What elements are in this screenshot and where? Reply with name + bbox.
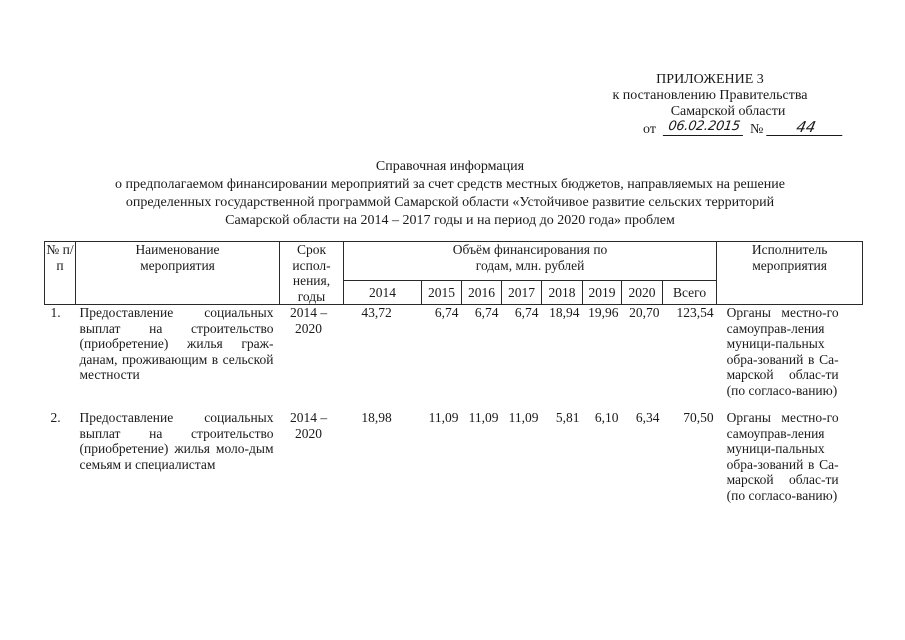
row-value-2017: 11,09	[508, 410, 539, 425]
row-name: Предоставление социальных выплат на строительство (приобретение) жилья моло-дым семьям и специалистам	[79, 410, 274, 472]
row-executor: Органы местно-го самоуправ-ления муници-пальных обра-зований в Са-марской облас-ти (по согласо-ванию)	[726, 410, 839, 503]
row-value-total: 123,54	[676, 305, 714, 320]
row-value-2020: 6,34	[635, 410, 660, 425]
title-line-2: о предполагаемом финансировании мероприятий за счет средств местных бюджетов, направляемых на решение	[115, 177, 785, 192]
year-col-2017: 2017	[502, 281, 542, 305]
row-value-2019: 19,96	[588, 305, 619, 320]
table-row	[45, 305, 863, 399]
row-term: 2014 – 2020	[289, 305, 328, 336]
row-value-2020: 20,70	[629, 305, 660, 320]
handwritten-number: 44	[766, 119, 846, 136]
row-num: 2.	[50, 410, 61, 425]
row-value-2015: 6,74	[434, 305, 459, 320]
row-value-total: 70,50	[683, 410, 714, 425]
row-term: 2014 – 2020	[289, 410, 328, 441]
row-name: Предоставление социальных выплат на строительство (приобретение) жилья граж-данам, проживающим в сельской местности	[79, 305, 274, 382]
resolution-label: к постановлению Правительства	[612, 88, 808, 103]
year-col-2019: 2019	[583, 281, 622, 305]
year-col-2018: 2018	[542, 281, 583, 305]
title-line-1: Справочная информация	[375, 159, 525, 174]
title-line-3: определенных государственной программой Самарской области «Устойчивое развитие сельских территорий	[125, 195, 775, 210]
date-number-line	[560, 118, 860, 139]
row-executor: Органы местно-го самоуправ-ления муници-пальных обра-зований в Са-марской облас-ти (по согласо-ванию)	[726, 305, 839, 398]
row-value-2018: 5,81	[555, 410, 580, 425]
year-col-2014: 2014	[344, 281, 422, 305]
row-value-2017: 6,74	[514, 305, 539, 320]
document-title	[40, 158, 860, 230]
handwritten-date: 06.02.2015	[663, 119, 745, 136]
header-funding: Объём финансирования по годам, млн. рублей	[344, 242, 717, 281]
row-value-2019: 6,10	[594, 410, 619, 425]
header-name: Наименование мероприятия	[76, 242, 280, 305]
header-executor: Исполнитель мероприятия	[717, 242, 863, 305]
header-term: Срок испол-нения, годы	[280, 242, 344, 305]
table-row	[45, 398, 863, 503]
row-value-2014: 43,72	[361, 305, 392, 320]
region-label: Самарской области	[670, 104, 786, 119]
funding-table	[44, 241, 863, 503]
year-col-2020: 2020	[622, 281, 663, 305]
row-num: 1.	[50, 305, 61, 320]
appendix-label: ПРИЛОЖЕНИЕ 3	[656, 72, 764, 87]
row-value-2016: 6,74	[474, 305, 499, 320]
table-header-row	[45, 242, 863, 281]
year-col-2015: 2015	[422, 281, 462, 305]
number-prefix: №	[750, 122, 764, 137]
year-col-total: Всего	[663, 281, 717, 305]
appendix-reference	[560, 72, 860, 139]
title-line-4: Самарской области на 2014 – 2017 годы и на период до 2020 года» проблем	[225, 213, 675, 228]
date-prefix: от	[643, 122, 656, 137]
header-num: № п/п	[45, 242, 76, 305]
year-col-2016: 2016	[462, 281, 502, 305]
row-value-2015: 11,09	[428, 410, 459, 425]
row-value-2014: 18,98	[361, 410, 392, 425]
row-value-2016: 11,09	[468, 410, 499, 425]
row-value-2018: 18,94	[549, 305, 580, 320]
